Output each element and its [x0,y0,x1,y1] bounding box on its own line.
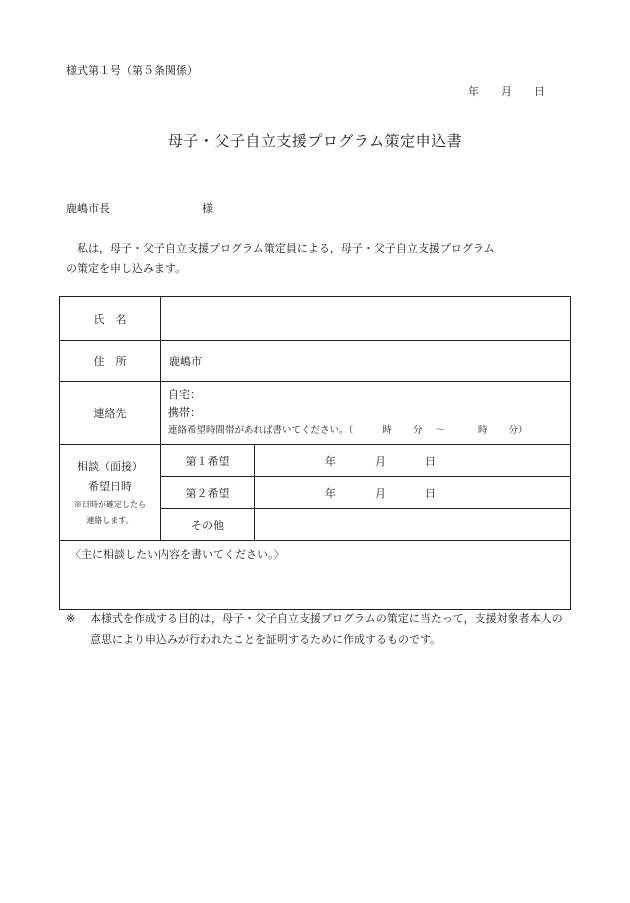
intro-line-1: 私は，母子・父子自立支援プログラム策定員による，母子・父子自立支援プログラム [77,242,495,255]
consult-label-line-1: 相談（面接） [77,459,143,473]
contact-time-text: 連絡希望時間帯があれば書いてください。（ [168,425,354,436]
row-contact [60,382,571,445]
form-number: 様式第１号（第５条関係） [66,64,198,77]
contact-time-min-1: 分 [412,425,423,436]
choice-1-year: 年 [325,454,336,468]
choice-2-month: 月 [375,486,386,500]
date-day: 日 [534,85,545,98]
application-form-table [59,296,571,610]
addressee [66,200,213,216]
name-field[interactable] [161,297,571,341]
consult-label-line-2: 希望日時 [88,479,132,493]
intro-paragraph [66,239,566,279]
choice-1-date-field[interactable] [255,445,571,477]
contact-time-tilde: 〜 [435,425,445,436]
date-month: 月 [501,85,512,98]
choice-2-date-field[interactable] [255,477,571,509]
other-label: その他 [161,509,255,541]
name-label: 氏 名 [60,297,161,341]
choice-1-month: 月 [375,454,386,468]
choice-2-label: 第２希望 [161,477,255,509]
choice-2-year: 年 [325,486,336,500]
choice-1-day: 日 [425,454,436,468]
consult-note-line-2: 連絡します。 [86,515,134,525]
address-field[interactable]: 鹿嶋市 [161,341,571,382]
date-year: 年 [468,85,479,98]
row-memo [60,541,571,610]
contact-home: 自宅： [168,388,201,401]
memo-prompt: 〈主に相談したい内容を書いてください。〉 [70,548,285,561]
footnote-text: 本様式を作成する目的は，母子・父子自立支援プログラムの策定に当たって，支援対象者本人の意思により申込みが行われたことを証明するために作成するものです。 [90,612,563,646]
consult-label [60,445,161,541]
choice-1-label: 第１希望 [161,445,255,477]
contact-time-hour-2: 時 [477,425,488,436]
footnote [66,608,566,650]
addressee-honorific: 様 [202,202,213,215]
document-title: 母子・父子自立支援プログラム策定申込書 [167,132,463,150]
choice-2-day: 日 [425,486,436,500]
contact-time-min-2: 分） [508,425,528,436]
addressee-name: 鹿嶋市長 [66,202,110,215]
contact-time-preference [168,422,570,440]
footnote-mark: ※ [66,612,76,625]
contact-time-hour-1: 時 [382,425,392,436]
other-field[interactable] [255,509,571,541]
intro-line-2: の策定を申し込みます。 [66,262,187,275]
address-label: 住 所 [60,341,161,382]
memo-field[interactable] [60,541,571,610]
row-choice-1 [60,445,571,477]
contact-mobile: 携帯： [168,406,201,419]
contact-field[interactable] [161,382,571,445]
contact-label: 連絡先 [60,382,161,445]
row-address [60,341,571,382]
row-name [60,297,571,341]
consult-note-line-1: ※日時が確定したら [74,499,146,509]
application-date [468,83,545,99]
